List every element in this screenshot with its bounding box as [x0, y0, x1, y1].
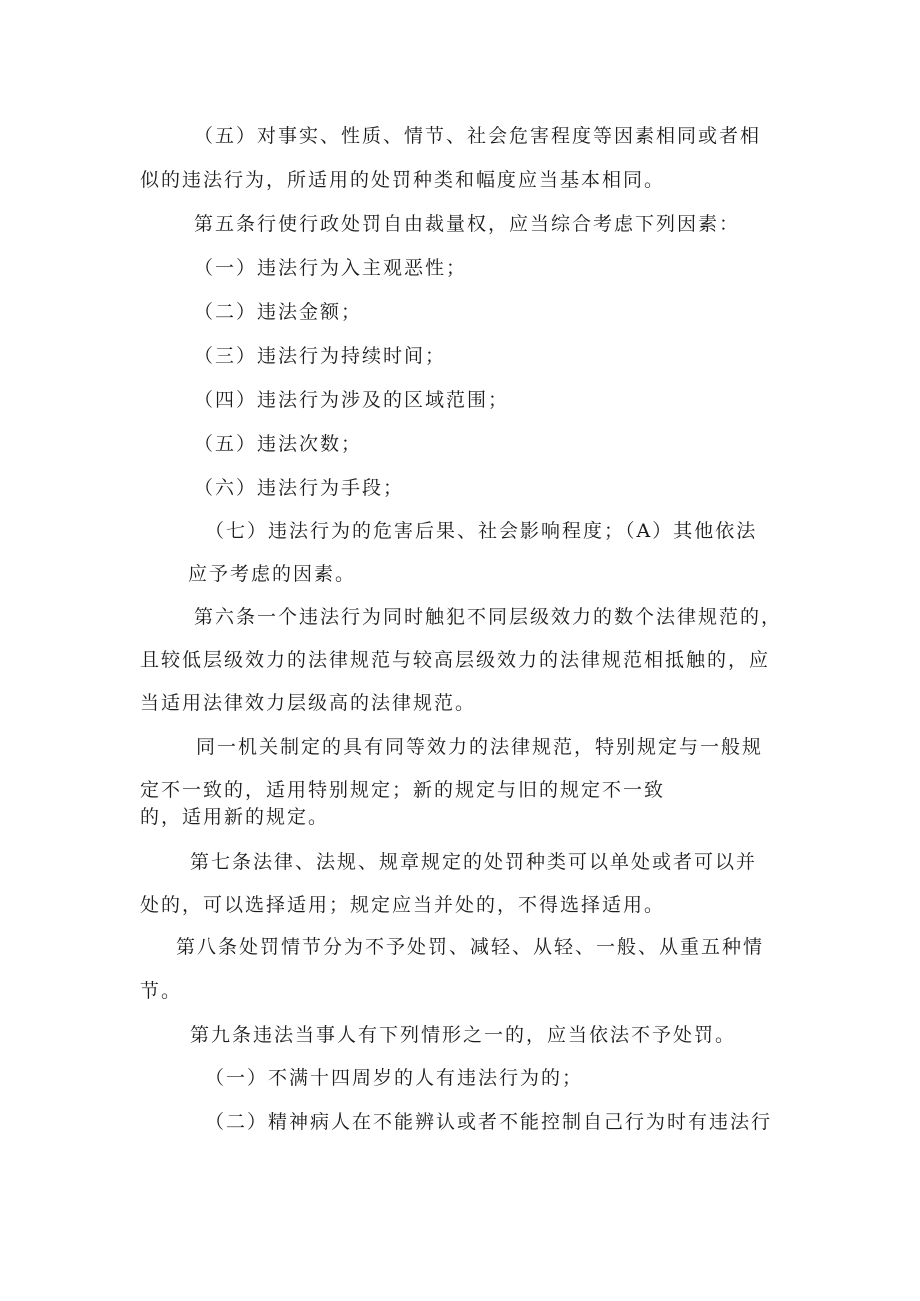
list-item: （五）违法次数；	[194, 433, 363, 455]
paragraph-line: 的，适用新的规定。	[140, 806, 330, 828]
list-item-continuation: 应予考虑的因素。	[188, 563, 357, 585]
paragraph-line: 节。	[140, 980, 183, 1002]
article-5-heading: 第五条行使行政处罚自由裁量权，应当综合考虑下列因素：	[194, 213, 741, 235]
article-6-heading: 第六条一个违法行为同时触犯不同层级效力的数个法律规范的，	[194, 606, 783, 628]
list-item: （六）违法行为手段；	[194, 477, 405, 499]
list-item: （二）违法金额；	[194, 301, 363, 323]
list-item: （一）不满十四周岁的人有违法行为的；	[205, 1067, 584, 1089]
paragraph-line: 处的，可以选择适用；规定应当并处的，不得选择适用。	[140, 894, 666, 916]
paragraph-line: 定不一致的，适用特别规定；新的规定与旧的规定不一致	[140, 779, 666, 801]
list-item: （三）违法行为持续时间；	[194, 345, 447, 367]
list-item: （二）精神病人在不能辨认或者不能控制自己行为时有违法行	[205, 1111, 773, 1133]
list-item: （七）违法行为的危害后果、社会影响程度；（A）其他依法	[205, 520, 758, 542]
paragraph-line-2: 似的违法行为，所适用的处罚种类和幅度应当基本相同。	[140, 169, 666, 191]
article-7-heading: 第七条法律、法规、规章规定的处罚种类可以单处或者可以并	[190, 851, 758, 873]
article-8-heading: 第八条处罚情节分为不予处罚、减轻、从轻、一般、从重五种情	[176, 936, 765, 958]
list-item: （四）违法行为涉及的区域范围；	[194, 389, 510, 411]
paragraph-line: 同一机关制定的具有同等效力的法律规范，特别规定与一般规	[196, 736, 764, 758]
paragraph-line: 当适用法律效力层级高的法律规范。	[140, 692, 477, 714]
article-9-heading: 第九条违法当事人有下列情形之一的，应当依法不予处罚。	[190, 1024, 737, 1046]
list-item: （一）违法行为入主观恶性；	[194, 257, 468, 279]
paragraph-line: 且较低层级效力的法律规范与较高层级效力的法律规范相抵触的，应	[140, 649, 771, 671]
paragraph-line-1: （五）对事实、性质、情节、社会危害程度等因素相同或者相	[194, 125, 762, 147]
